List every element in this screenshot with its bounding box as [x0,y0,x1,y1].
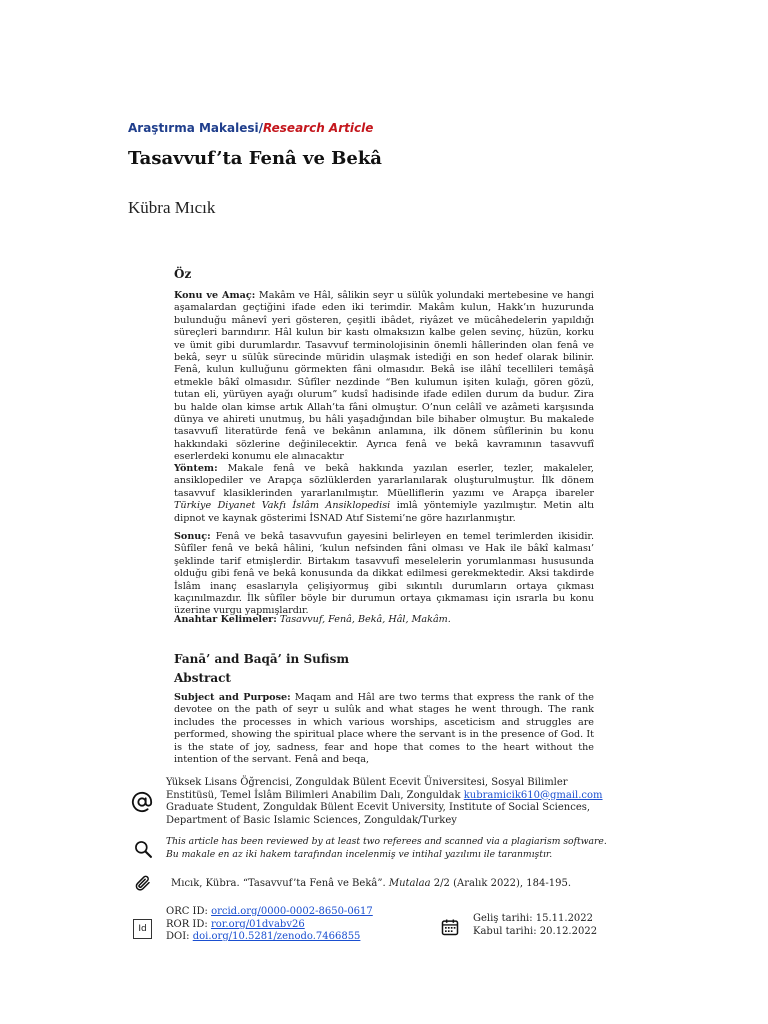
oz-method-paragraph [174,463,594,525]
article-type-tr: Araştırma Makalesi/ [128,121,263,135]
paperclip-icon [134,873,152,893]
citation-journal: Mutalaa [388,878,431,889]
abstract-heading: Abstract [174,671,231,685]
oz-purpose-label: Konu ve Amaç: [174,290,256,301]
paper-title: Tasavvuf’ta Fenâ ve Bekâ [128,148,382,169]
affiliation-tr-text: Yüksek Lisans Öğrencisi, Zonguldak Bülent Ecevit Üniversitesi, Sosyal Bilimler Enstitüsü, Temel İslâm Bilimleri Anabilim Dalı, Zonguldak [166,777,568,801]
accepted-date: Kabul tarihi: 20.12.2022 [473,925,598,937]
ror-link[interactable]: ror.org/01dvabv26 [210,918,305,930]
article-type-en: Research Article [263,121,374,135]
oz-result-paragraph [174,531,594,618]
review-note-tr: Bu makale en az iki hakem tarafından incelenmiş ve intihal yazılımı ile taranmıştır. [166,848,553,860]
oz-method-text: Makale fenâ ve bekâ hakkında yazılan eserler, tezler, makaleler, ansiklopediler ve Arapça sözlüklerden yararlanılarak oluşturulmuştur. İlk dönem tasavvuf klasiklerinden yararlanılmıştır. Müelliflerin yazımı ve Arapça ibareler [174,463,594,499]
oz-heading: Öz [174,267,192,281]
oz-method-text-end: imlâ yöntemiyle yazılmıştır. Metin altı dipnot ve kaynak gösterimi İSNAD Atıf Sistemi’ne göre hazırlanmıştır. [174,500,594,524]
identifiers [166,906,373,944]
affiliation-tr [166,777,616,802]
ror-label: ROR ID: [166,918,211,930]
orcid-line [166,906,373,919]
oz-purpose-text: Makâm ve Hâl, sâlikin seyr u sülûk yolundaki mertebesine ve hangi aşamalardan geçtiğini ifade eden iki terimdir. Makâm kulun, Hakk’ın huzurunda bulunduğu mânevî yeri gösteren, çeşitli ibâdet, riyâzet ve mücâhedelerin yapıldığı süreçleri barındırır. Hâl kulun bir kastı olmaksızın kalbe gelen sevinç, hüzün, korku ve ümit gibi durumlardır. Tasavvuf terminolojisinin önemli hâllerinden olan fenâ ve bekâ, seyr u sülûk sürecinde müridin ulaşmak istediği en son hedef olarak bilinir. Fenâ, kulun kulluğunu görmekten fâni olmasıdır. Bekâ ise ilâhî tecellileri temâşâ etmekle bâkî olmasıdır. Sûfîler nezdinde “Ben kulumun işiten kulağı, gören gözü, tutan eli, yürüyen ayağı olurum” kudsî hadisinde ifade edilen durum da budur. Zira bu halde olan kimse artık Allah’ta fâni olmuştur. O’nun celâlî ve azâmeti karşısında dünya ve ahireti unutmuş, bu hâli yaşadığından bile bihaber olmuştur. Bu makalede tasavvufî literatürde fenâ ve bekânın anlamına, ilk dönem sûfîlerinin bu konu hakkındaki sözlerine değinilecektir. Ayrıca fenâ ve bekâ kavramının tasavvufî eserlerdeki konumu ele alınacaktır [174,290,595,463]
oz-keywords-text: Tasavvuf, Fenâ, Bekâ, Hâl, Makâm. [276,614,451,625]
author-affiliation [166,777,616,827]
doi-link[interactable]: doi.org/10.5281/zenodo.7466855 [192,931,361,942]
abstract-purpose-paragraph [174,692,594,766]
abstract-purpose-text: Maqam and Hâl are two terms that express the rank of the devotee on the path of seyr u sulûk and what stages he went through. The rank includes the processes in which various worships, asceticism and struggles are performed, showing the spiritual place where the servant is in the presence of God. It is the state of joy, sadness, fear and hope that comes to the heart without the intention of the servant. Fenâ and beqa, [174,692,594,766]
orcid-label: ORC ID: [166,906,212,917]
at-sign-icon [131,791,153,813]
oz-keywords-label: Anahtar Kelimeler: [174,614,277,625]
article-type [128,121,373,135]
citation-volume: 2/2 (Aralık 2022), 184-195. [430,878,572,889]
magnifier-icon [133,839,153,859]
review-note-en: This article has been reviewed by at least two referees and scanned via a plagiarism software. [166,836,607,847]
oz-purpose-paragraph [174,290,594,464]
id-badge-icon: Id [133,919,152,939]
author-email-link[interactable]: kubramicik610@gmail.com [463,789,603,801]
affiliation-en: Graduate Student, Zonguldak Bülent Ecevit University, Institute of Social Sciences, Department of Basic Islamic Sciences, Zonguldak/Turkey [166,802,591,826]
doi-line [166,931,373,944]
oz-method-encyclopedia: Türkiye Diyanet Vakfı İslâm Ansiklopedisi [174,500,391,512]
oz-result-text: Fenâ ve bekâ tasavvufun gayesini belirleyen en temel terimlerden ikisidir. Sûfîler fenâ ve bekâ hâlini, ‘kulun nefsinden fâni olması ve Hak ile bâkî kalması’ şeklinde tarif etmişlerdir. Birtakım tasavvufî meselelerin yorumlanması hususunda olduğu gibi fenâ ve bekâ konusunda da dikkat edilmesi gerekmektedir. Aksi takdirde İslâm inanç esaslarıyla çelişiyormuş gibi sıkıntılı durumların ortaya çıkması kaçınılmazdır. İlk sûfîler böyle bir durumun ortaya çıkmaması için ısrarla bu konu üzerine vurgu yapmışlardır. [174,531,594,617]
oz-result-label: Sonuç: [174,531,211,542]
oz-method-label: Yöntem: [174,463,218,474]
citation-text: Mıcık, Kübra. “Tasavvuf’ta Fenâ ve Bekâ”. [171,878,389,889]
orcid-link[interactable]: orcid.org/0000-0002-8650-0617 [211,906,373,917]
review-note [166,836,616,861]
oz-keywords [174,614,594,626]
citation [171,878,571,891]
abstract-purpose-label: Subject and Purpose: [174,692,291,703]
calendar-icon [440,917,460,937]
received-date: Geliş tarihi: 15.11.2022 [473,913,594,924]
dates [473,913,597,938]
doi-label: DOI: [166,931,193,942]
english-title: Fanā’ and Baqā’ in Sufism [174,652,350,666]
ror-line [166,919,373,932]
author-name: Kübra Mıcık [128,198,216,217]
